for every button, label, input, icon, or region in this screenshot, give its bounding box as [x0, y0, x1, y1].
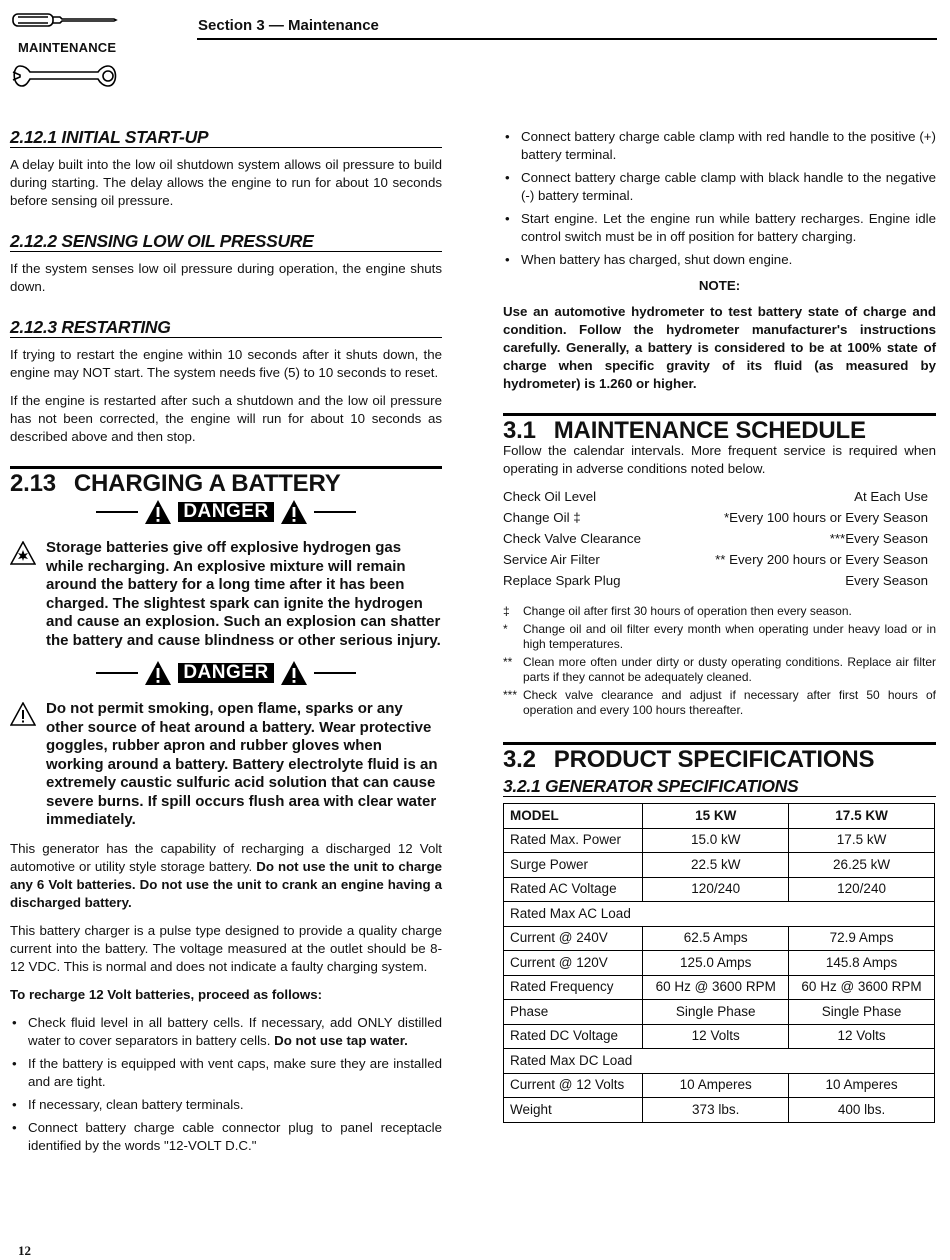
table-cell: Weight — [504, 1098, 643, 1123]
right-column — [503, 128, 936, 1123]
page-number: 12 — [18, 1243, 31, 1258]
section-heading-text: MAINTENANCE SCHEDULE — [553, 417, 866, 444]
table-row — [504, 1098, 935, 1123]
table-cell: 72.9 Amps — [789, 926, 935, 951]
table-cell: 26.25 kW — [789, 853, 935, 878]
table-cell: 17.5 kW — [789, 828, 935, 853]
footnote: ** Clean more often under dirty or dusty operating conditions. Replace air filter parts if they cannot be adequately cleaned. — [503, 655, 936, 684]
warning-smoking — [10, 700, 442, 830]
list-item: • If the battery is equipped with vent caps, make sure they are installed and are tight. — [10, 1055, 442, 1091]
paragraph: This battery charger is a pulse type designed to provide a quality charge current into the battery. The voltage measured at the outlet should be 8-12 VDC. This is normal and does not indicate a faulty charging system. — [10, 922, 442, 974]
list-item: • When battery has charged, shut down engine. — [503, 251, 936, 269]
table-cell: 60 Hz @ 3600 RPM — [643, 975, 789, 1000]
table-cell: Current @ 240V — [504, 926, 643, 951]
table-cell: 145.8 Amps — [789, 951, 935, 976]
table-row — [504, 1000, 935, 1025]
table-cell: 120/240 — [643, 877, 789, 902]
maintenance-label: MAINTENANCE — [18, 40, 117, 55]
heading-3-2-1: 3.2.1 GENERATOR SPECIFICATIONS — [503, 777, 936, 797]
paragraph: A delay built into the low oil shutdown system allows oil pressure to build during starting. The delay allows the engine to run for about 10 seconds before sensing oil pressure. — [10, 157, 442, 208]
list-item: • Connect battery charge cable clamp with black handle to the negative (-) battery terminal. — [503, 169, 936, 205]
list-item: • Start engine. Let the engine run while battery recharges. Engine idle control switch must be in off position for battery charging. — [503, 210, 936, 246]
paragraph: If the engine is restarted after such a shutdown and the low oil pressure has not been corrected, the engine will run for about 10 seconds as described above and then stop. — [10, 393, 442, 444]
paragraph: If trying to restart the engine within 10 seconds after it shuts down, the engine may NOT start. The system needs five (5) to 10 seconds to reset. — [10, 347, 442, 380]
header-rule — [197, 38, 937, 40]
table-cell: Phase — [504, 1000, 643, 1025]
heading-2-12-3: 2.12.3 RESTARTING — [10, 318, 442, 338]
footnote: ‡ Change oil after first 30 hours of operation then every season. — [503, 604, 852, 618]
procedure-list-continued — [503, 128, 936, 269]
list-item: • Connect battery charge cable clamp with red handle to the positive (+) battery terminal. — [503, 128, 936, 164]
list-item: • Check fluid level in all battery cells. If necessary, add ONLY distilled water to cover separators in battery cells. Do not use tap water. — [10, 1014, 442, 1050]
table-cell: Single Phase — [789, 1000, 935, 1025]
left-column — [10, 128, 442, 1163]
procedure-heading: To recharge 12 Volt batteries, proceed as follows: — [10, 986, 323, 1002]
paragraph: If the system senses low oil pressure during operation, the engine shuts down. — [10, 261, 442, 294]
schedule-row: Check Oil Level At Each Use — [503, 489, 928, 504]
table-cell: Rated Max AC Load — [504, 902, 935, 927]
section-heading-text: CHARGING A BATTERY — [73, 470, 341, 497]
table-cell: Current @ 120V — [504, 951, 643, 976]
schedule-row: Replace Spark Plug Every Season — [503, 573, 928, 588]
paragraph: This generator has the capability of recharging a discharged 12 Volt automotive or utility style storage battery. Do not use the unit to charge any 6 Volt batteries. Do not use the unit to crank an engine having a discharged battery. — [10, 840, 442, 910]
table-cell: Rated DC Voltage — [504, 1024, 643, 1049]
paragraph: Follow the calendar intervals. More frequent service is required when operating in adverse conditions noted below. — [503, 443, 936, 476]
danger-label: DANGER — [178, 502, 273, 522]
table-cell: MODEL — [504, 804, 643, 829]
danger-label: DANGER — [178, 663, 273, 683]
heading-2-12-2: 2.12.2 SENSING LOW OIL PRESSURE — [10, 232, 442, 252]
heading-3-2 — [503, 742, 936, 773]
schedule-row: Change Oil ‡ *Every 100 hours or Every Season — [503, 510, 928, 525]
table-row — [504, 1073, 935, 1098]
table-row — [504, 828, 935, 853]
table-cell: 120/240 — [789, 877, 935, 902]
table-cell: 22.5 kW — [643, 853, 789, 878]
table-cell: Surge Power — [504, 853, 643, 878]
table-cell: 12 Volts — [643, 1024, 789, 1049]
table-row — [504, 877, 935, 902]
table-row — [504, 853, 935, 878]
table-cell: Rated Frequency — [504, 975, 643, 1000]
table-row — [504, 926, 935, 951]
table-cell: 373 lbs. — [643, 1098, 789, 1123]
note-title: NOTE: — [698, 278, 741, 293]
table-cell: Rated Max DC Load — [504, 1049, 935, 1074]
table-cell: Rated Max. Power — [504, 828, 643, 853]
table-cell: Rated AC Voltage — [504, 877, 643, 902]
heading-2-13 — [10, 466, 442, 497]
danger-banner — [10, 660, 442, 686]
table-cell: 10 Amperes — [643, 1073, 789, 1098]
warning-triangle-icon — [280, 499, 308, 525]
table-cell: 15.0 kW — [643, 828, 789, 853]
table-cell: 17.5 KW — [789, 804, 935, 829]
heading-2-12-1: 2.12.1 INITIAL START-UP — [10, 128, 442, 148]
section-number: 3.2 — [503, 746, 536, 773]
table-row — [504, 951, 935, 976]
table-row — [504, 1024, 935, 1049]
table-cell: 62.5 Amps — [643, 926, 789, 951]
note-text: Use an automotive hydrometer to test battery state of charge and condition. Follow the hydrometer manufacturer's instructions carefully. Generally, a battery is considered to be at 100% state of charge when specific gravity of its fluid (as measured by hydrometer) is 1.260 or higher. — [503, 304, 936, 391]
section-number: 3.1 — [503, 417, 536, 444]
warning-triangle-icon — [144, 499, 172, 525]
table-cell: 125.0 Amps — [643, 951, 789, 976]
table-cell: Current @ 12 Volts — [504, 1073, 643, 1098]
heading-3-1 — [503, 413, 936, 444]
danger-banner — [10, 499, 442, 525]
table-row — [504, 975, 935, 1000]
table-cell: Single Phase — [643, 1000, 789, 1025]
warning-text: Do not permit smoking, open flame, sparks or any other source of heat around a battery. Wear protective goggles, rubber apron and rubber gloves when working around a battery. Battery electrolyte fluid is an extremely caustic sulfuric acid solution that can cause severe burns. If spill occurs flush area with clear water immediately. — [46, 700, 438, 828]
footnote: *** Check valve clearance and adjust if necessary after first 50 hours of operation and every 100 hours thereafter. — [503, 688, 936, 717]
table-cell: 12 Volts — [789, 1024, 935, 1049]
table-row — [504, 902, 935, 927]
warning-triangle-icon — [280, 660, 308, 686]
table-cell: 15 KW — [643, 804, 789, 829]
warning-explosion — [10, 539, 442, 650]
schedule-row: Service Air Filter ** Every 200 hours or Every Season — [503, 552, 928, 567]
warning-text: Storage batteries give off explosive hydrogen gas while recharging. An explosive mixture will remain around the battery for a long time after it has been charged. The slightest spark can ignite the hydrogen and cause an explosion. Such an explosion can shatter the battery and cause blindness or other serious injury. — [46, 539, 441, 649]
table-header-row — [504, 804, 935, 829]
section-title: Section 3 — Maintenance — [198, 17, 379, 34]
caution-triangle-icon — [10, 702, 36, 726]
table-cell: 60 Hz @ 3600 RPM — [789, 975, 935, 1000]
generator-spec-table — [503, 803, 935, 1123]
table-cell: 400 lbs. — [789, 1098, 935, 1123]
schedule-row: Check Valve Clearance ***Every Season — [503, 531, 928, 546]
warning-triangle-icon — [144, 660, 172, 686]
section-heading-text: PRODUCT SPECIFICATIONS — [553, 746, 875, 773]
section-number: 2.13 — [10, 470, 56, 497]
footnotes — [503, 604, 936, 718]
schedule-list — [503, 488, 936, 590]
table-row — [504, 1049, 935, 1074]
table-cell: 10 Amperes — [789, 1073, 935, 1098]
procedure-list — [10, 1014, 442, 1155]
explosion-hazard-icon — [10, 541, 36, 565]
list-item: • If necessary, clean battery terminals. — [10, 1096, 442, 1114]
footnote: * Change oil and oil filter every month when operating under heavy load or in high temperatures. — [503, 622, 936, 651]
list-item: • Connect battery charge cable connector plug to panel receptacle identified by the words "12-VOLT D.C." — [10, 1119, 442, 1155]
